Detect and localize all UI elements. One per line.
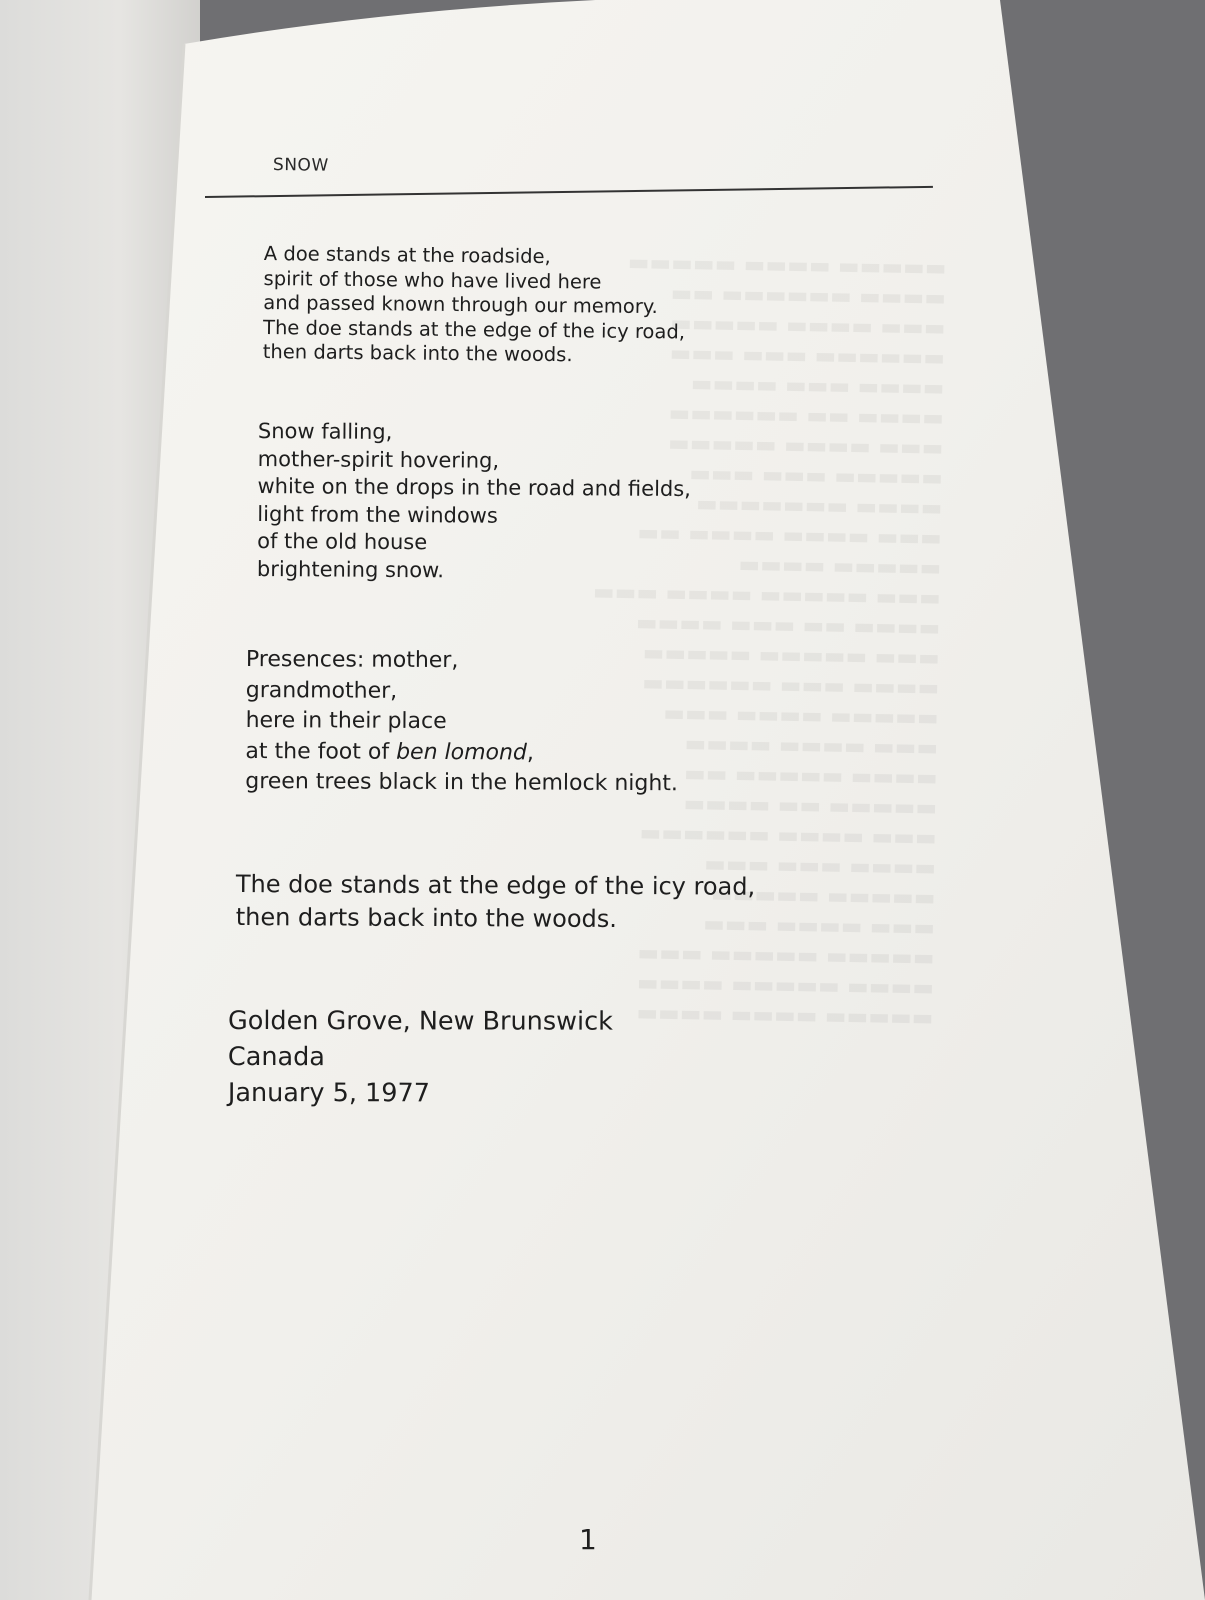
dateline-place: Golden Grove, New Brunswick	[227, 1006, 613, 1037]
poem-line: white on the drops in the road and fields,	[257, 473, 691, 502]
stanza-4	[236, 868, 756, 937]
poem-line: then darts back into the woods.	[262, 339, 573, 367]
page-number: 1	[579, 1523, 597, 1556]
dateline-country: Canada	[227, 1042, 325, 1073]
poem-line: grandmother,	[245, 677, 398, 704]
dateline-date: January 5, 1977	[227, 1077, 430, 1109]
poem-line-text: at the foot of	[245, 738, 397, 765]
poem-line: and passed known through our memory.	[263, 290, 658, 319]
poem-line: mother-spirit hovering,	[257, 446, 500, 473]
stanza-3	[245, 645, 678, 800]
poem-line: The doe stands at the edge of the icy road,	[235, 870, 756, 901]
poem-line: then darts back into the woods.	[235, 902, 618, 933]
poem-line: A doe stands at the roadside,	[263, 242, 551, 269]
poem-line: of the old house	[257, 528, 428, 555]
poem-line: here in their place	[245, 707, 447, 735]
poem-line: Snow falling,	[257, 418, 393, 444]
poem-line: spirit of those who have lived here	[263, 266, 602, 294]
poem-line: green trees black in the hemlock night.	[245, 768, 679, 797]
place-name-italic: ben lomond	[396, 739, 528, 765]
stanza-1	[263, 242, 686, 369]
poem-line: light from the windows	[257, 501, 498, 528]
poem-line-punctuation: ,	[526, 739, 535, 766]
poem-line	[245, 736, 678, 769]
poem-line: brightening snow.	[256, 556, 445, 582]
poem-line: The doe stands at the edge of the icy road,	[262, 315, 686, 343]
running-header: SNOW	[272, 155, 329, 176]
stanza-2	[257, 418, 692, 586]
poem-line: Presences: mother,	[245, 647, 459, 674]
dateline	[228, 1003, 613, 1112]
